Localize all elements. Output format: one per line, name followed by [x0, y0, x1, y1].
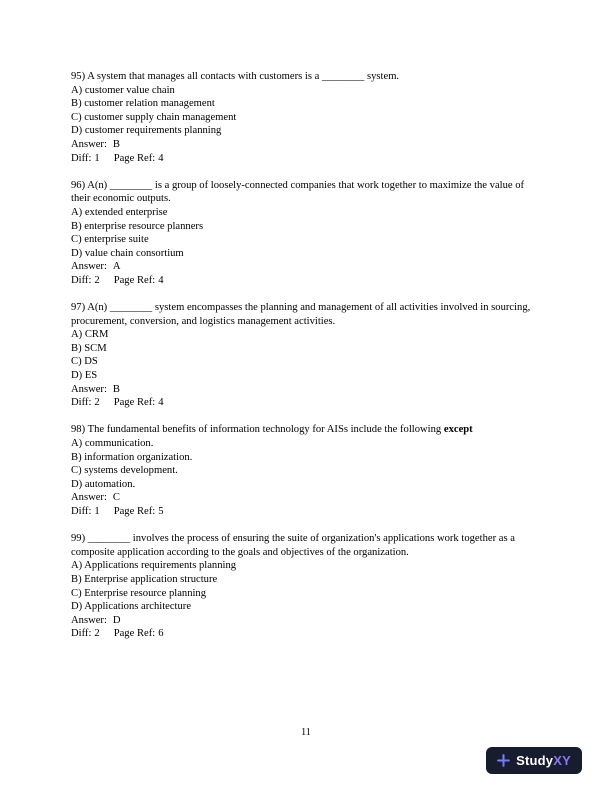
brand-study: Study [516, 752, 554, 768]
diff-value: 2 [94, 397, 100, 409]
question-number: 98) [71, 424, 86, 436]
answer-label: Answer: [71, 383, 107, 395]
question-text: ________ involves the process of ensuring the suite of organization's applications work together as a composite application according to the goals and objectives of the organization. [71, 533, 515, 558]
page-ref-label: Page Ref: [113, 152, 156, 164]
brand-text [516, 754, 571, 768]
page-ref-value: 4 [158, 152, 164, 164]
choice-a: A) customer value chain [71, 84, 175, 96]
meta-line [71, 396, 545, 410]
question-text: A(n) ________ is a group of loosely-connected companies that work together to maximize the value of their economic outputs. [71, 179, 525, 205]
diff-label: Diff: [71, 397, 92, 409]
question-text-bold: except [443, 424, 473, 436]
answer-value: D [112, 614, 121, 626]
choice-c: C) enterprise suite [71, 234, 149, 246]
question-stem [71, 532, 545, 559]
choice-c: C) customer supply chain management [71, 111, 237, 123]
page-ref-value: 5 [158, 506, 164, 517]
question-list [71, 70, 545, 655]
page-number: 11 [301, 727, 311, 738]
meta-line [71, 627, 545, 641]
diff-label: Diff: [71, 628, 92, 640]
answer-value: B [112, 138, 120, 150]
answer-line [71, 383, 545, 397]
question-block [71, 301, 545, 410]
answer-line [71, 260, 545, 274]
choice-c: C) systems development. [71, 465, 178, 477]
page-ref-label: Page Ref: [113, 397, 156, 409]
page-ref-value: 4 [158, 397, 164, 409]
answer-value: A [112, 261, 121, 273]
choice-b: B) customer relation management [71, 98, 215, 110]
meta-line [71, 505, 545, 519]
plus-icon [497, 754, 510, 767]
diff-value: 2 [94, 628, 100, 640]
answer-label: Answer: [71, 138, 107, 150]
choice-d: D) Applications architecture [71, 601, 192, 613]
brand-xy: XY [553, 752, 571, 768]
page-ref-value: 6 [158, 628, 164, 640]
page-ref-value: 4 [158, 274, 164, 286]
question-stem [71, 423, 545, 437]
question-block [71, 423, 545, 518]
page-ref-label: Page Ref: [113, 274, 156, 286]
choice-b: B) enterprise resource planners [71, 220, 204, 232]
choice-c: C) Enterprise resource planning [71, 587, 207, 599]
studyxy-logo [486, 747, 582, 774]
question-stem [71, 70, 545, 84]
diff-label: Diff: [71, 152, 92, 164]
answer-line [71, 491, 545, 505]
choice-b: B) Enterprise application structure [71, 573, 218, 585]
choice-a: A) extended enterprise [71, 206, 168, 218]
question-block [71, 532, 545, 641]
meta-line [71, 274, 545, 288]
page-ref-label: Page Ref: [113, 506, 156, 517]
answer-line [71, 614, 545, 628]
meta-line [71, 152, 545, 166]
diff-value: 2 [94, 274, 100, 286]
question-stem [71, 301, 545, 328]
choice-b: B) SCM [71, 342, 107, 354]
choice-d: D) ES [71, 370, 98, 382]
choice-b: B) information organization. [71, 451, 193, 463]
answer-line [71, 138, 545, 152]
answer-label: Answer: [71, 492, 107, 504]
question-text: The fundamental benefits of information technology for AISs include the following [87, 424, 442, 436]
diff-label: Diff: [71, 274, 92, 286]
question-number: 99) [71, 533, 86, 545]
diff-value: 1 [94, 152, 100, 164]
question-number: 97) [71, 302, 86, 314]
choice-d: D) customer requirements planning [71, 125, 222, 137]
choice-a: A) CRM [71, 329, 109, 341]
diff-value: 1 [94, 506, 100, 517]
page-ref-label: Page Ref: [113, 628, 156, 640]
choice-d: D) value chain consortium [71, 247, 184, 259]
choice-c: C) DS [71, 356, 98, 368]
answer-value: B [112, 383, 120, 395]
question-stem [71, 179, 545, 206]
question-block [71, 179, 545, 288]
question-number: 96) [71, 179, 86, 191]
choice-a: A) Applications requirements planning [71, 560, 237, 572]
choice-a: A) communication. [71, 438, 154, 450]
answer-label: Answer: [71, 614, 107, 626]
diff-label: Diff: [71, 506, 92, 517]
question-text: A system that manages all contacts with customers is a ________ system. [87, 71, 400, 82]
question-block [71, 70, 545, 165]
answer-value: C [112, 492, 120, 504]
answer-label: Answer: [71, 261, 107, 273]
question-number: 95) [71, 71, 86, 82]
question-text: A(n) ________ system encompasses the planning and management of all activities involved in sourcing, procurement, conversion, and logistics management activities. [71, 302, 531, 327]
choice-d: D) automation. [71, 478, 136, 490]
